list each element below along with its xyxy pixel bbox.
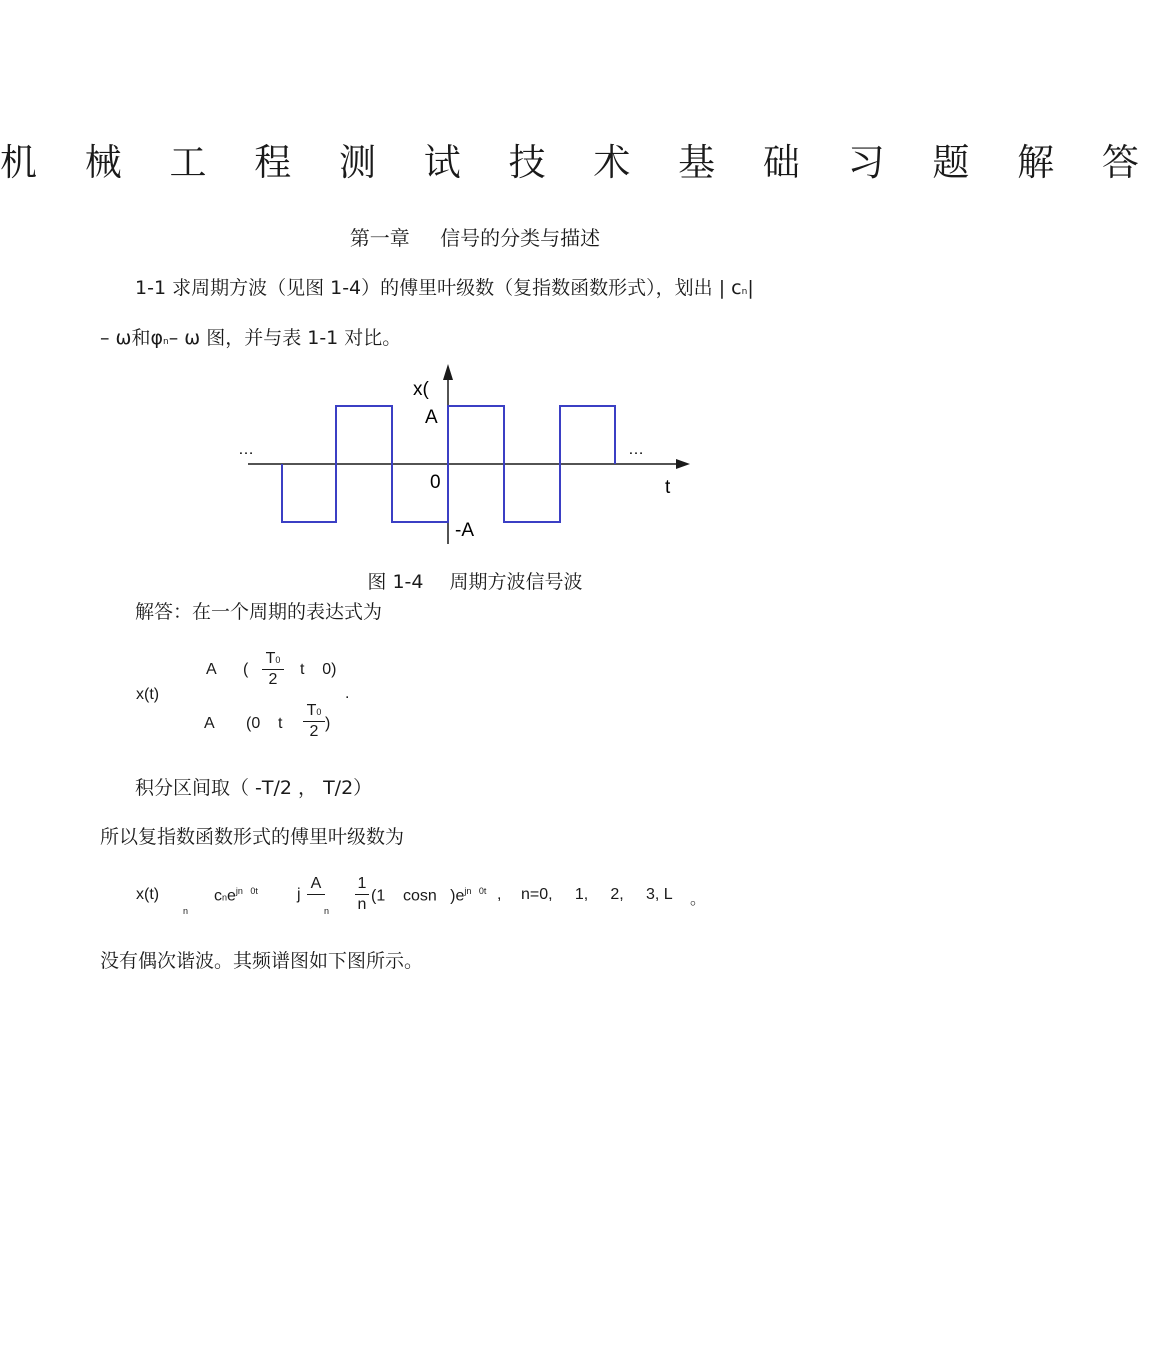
amplitude-label: A — [425, 407, 438, 428]
a-over-pi-fraction — [307, 875, 325, 896]
compare-text: – ω 图，并与表 1-1 对比。 — [168, 327, 402, 349]
answer-intro: 解答：在一个周期的表达式为 — [135, 601, 383, 623]
cn-term — [214, 886, 258, 905]
cn-symbol: | c — [718, 277, 742, 299]
row1-value: A — [206, 661, 217, 678]
origin-label: 0 — [430, 472, 441, 493]
cn-sub: n — [222, 892, 228, 903]
ellipsis-left: … — [238, 441, 254, 458]
series-intro: 所以复指数函数形式的傅里叶级数为 — [100, 826, 405, 848]
e2-exponent: jn 0t — [464, 886, 487, 896]
cos-paren: (1 cosn )e — [371, 887, 465, 905]
piecewise-lhs: x(t) — [136, 686, 160, 703]
frac2-den: n — [357, 896, 367, 913]
frac2-num: 1 — [357, 875, 367, 892]
frac2-bar — [355, 894, 369, 895]
x-axis-arrow — [443, 364, 453, 380]
problem-line-1 — [135, 273, 754, 300]
chapter-name: 信号的分类与描述 — [440, 226, 601, 250]
row2-fraction — [303, 702, 325, 741]
problem-text: 1-1 求周期方波（见图 1-4）的傅里叶级数（复指数函数形式），划出 — [135, 277, 713, 299]
document-title: 机 械 工 程 测 试 技 术 基 础 习 题 解 答 — [0, 141, 1157, 184]
sum2-subscript: n — [324, 906, 330, 916]
series-end: 。 — [690, 891, 707, 908]
figure-number: 图 1-4 — [367, 571, 424, 593]
y-axis-label: x( — [413, 379, 429, 400]
row1-frac-bar — [262, 669, 284, 670]
row1-frac-den: 2 — [268, 671, 278, 688]
conclusion-text: 没有偶次谐波。其频谱图如下图所示。 — [100, 950, 424, 972]
row2-open: (0 t — [246, 715, 283, 732]
square-wave-figure — [230, 360, 710, 560]
figure-caption — [0, 567, 950, 594]
chapter-number: 第一章 — [349, 226, 410, 250]
series-lhs: x(t) — [136, 886, 160, 903]
phi-subscript: n — [162, 337, 169, 347]
omega-phi-text: – ω和φ — [100, 327, 163, 349]
row2-frac-den: 2 — [309, 723, 319, 740]
row1-rest: t 0) — [300, 661, 337, 678]
e-letter: e — [227, 887, 236, 905]
problem-line-2 — [100, 323, 401, 350]
figure-title: 周期方波信号波 — [449, 571, 583, 593]
frac1-bar — [307, 894, 325, 895]
row1-frac-num: T — [265, 650, 276, 667]
series-comma: , — [497, 886, 502, 903]
ellipsis-right: … — [628, 441, 644, 458]
n-values: n=0, 1, 2, 3, L — [521, 886, 673, 903]
row2-frac-num: T — [306, 702, 317, 719]
cn-letter: c — [214, 887, 222, 905]
interval-text: 积分区间取（ -T/2 ， T/2） — [135, 777, 373, 799]
piecewise-dot: . — [345, 685, 350, 702]
row2-close: ) — [325, 715, 331, 732]
t-axis-arrow — [676, 459, 690, 469]
cn-bar: | — [747, 277, 754, 299]
one-over-n-fraction — [355, 875, 369, 914]
sum1-subscript: n — [183, 906, 189, 916]
cn-subscript: n — [741, 287, 748, 297]
row1-open: ( — [243, 661, 249, 678]
row2-value: A — [204, 715, 215, 732]
neg-amplitude-label: -A — [455, 520, 474, 541]
chapter-heading — [0, 222, 950, 251]
j-factor: j — [297, 886, 301, 903]
row1-fraction — [262, 650, 284, 689]
cos-term — [371, 886, 486, 905]
row2-frac-sub: 0 — [316, 707, 322, 717]
row2-frac-bar — [303, 721, 325, 722]
frac1-num: A — [310, 875, 322, 892]
t-label: t — [665, 477, 671, 498]
row1-frac-sub: 0 — [275, 655, 281, 665]
e1-exponent: jn 0t — [235, 886, 258, 896]
